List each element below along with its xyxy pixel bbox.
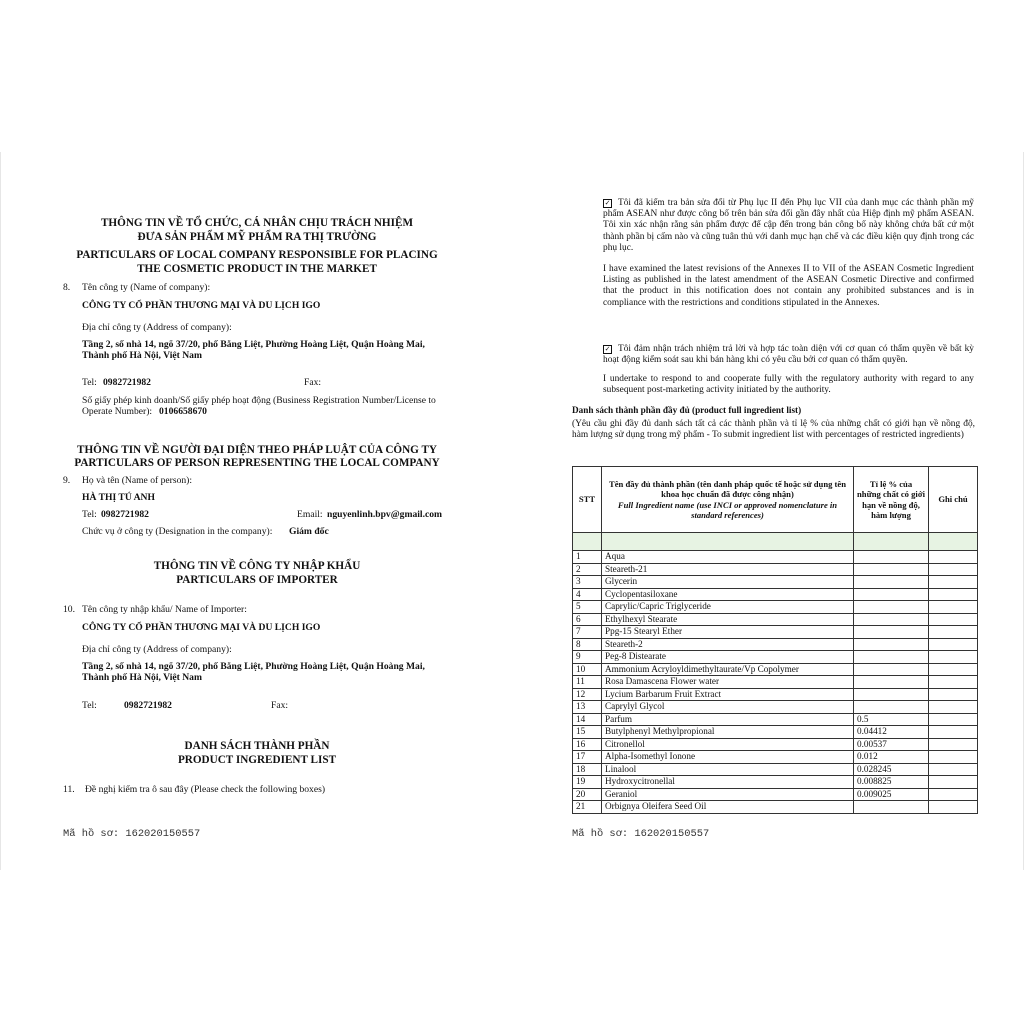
ingredient-percentage: 0.008825 [854,776,929,789]
row-number: 9 [573,651,602,664]
row-number: 14 [573,713,602,726]
ingredient-name: Citronellol [602,738,854,751]
ingredient-percentage [854,563,929,576]
ingredient-note [929,763,978,776]
email-value: nguyenlinh.bpv@gmail.com [327,509,443,520]
row-number: 13 [573,701,602,714]
ingredient-note [929,576,978,589]
ingredient-name: Rosa Damascena Flower water [602,676,854,689]
rep-title-vn: THÔNG TIN VỀ NGƯỜI ĐẠI DIỆN THEO PHÁP LUẬT CỦA CÔNG TY [76,444,438,456]
table-row [573,638,978,651]
section-10-number: 10. [63,604,75,615]
ingredient-note [929,738,978,751]
ingredient-percentage [854,613,929,626]
ingredient-list-note: (Yêu cầu ghi đầy đủ danh sách tất cả các thành phần và tỉ lệ % của những chất có giới hạn về nồng độ, hàm lượng sử dụng trong mỹ phẩm - To submit ingredient list with percentages of restricted ingredients) [572,419,975,441]
rep-tel-label: Tel: [82,509,97,520]
ingredient-note [929,551,978,564]
rep-title-en: PARTICULARS OF PERSON REPRESENTING THE LOCAL COMPANY [74,457,440,469]
ingredient-percentage: 0.00537 [854,738,929,751]
ingredient-note [929,751,978,764]
table-row [573,676,978,689]
importer-fax-label: Fax: [271,700,289,711]
row-number: 15 [573,726,602,739]
ingredient-percentage [854,651,929,664]
ingredient-table [572,466,978,814]
ingredient-percentage [854,638,929,651]
company-name: CÔNG TY CỔ PHẦN THƯƠNG MẠI VÀ DU LỊCH IGO [82,300,321,311]
table-row [573,788,978,801]
ingredient-percentage: 0.04412 [854,726,929,739]
row-number: 6 [573,613,602,626]
table-row [573,776,978,789]
ingredient-note [929,638,978,651]
tel-label: Tel: [82,377,97,388]
table-row [573,701,978,714]
ingredient-percentage [854,551,929,564]
ingredient-note [929,776,978,789]
record-number: Mã hồ sơ: 162020150557 [572,828,710,840]
col-percentage: Tỉ lệ % của những chất có giới hạn về nồng độ, hàm lượng [854,467,929,533]
table-blank-row [573,533,978,551]
row-number: 3 [573,576,602,589]
table-row [573,576,978,589]
ingredient-note [929,601,978,614]
importer-tel-label: Tel: [82,700,97,711]
importer-address-line-2: Thành phố Hà Nội, Việt Nam [82,672,202,683]
ingredient-percentage [854,601,929,614]
left-page [0,152,513,870]
ingredient-name: Orbignya Oleifera Seed Oil [602,801,854,814]
section-8-number: 8. [63,282,71,293]
ingredient-percentage [854,676,929,689]
license-number: 0106658670 [159,406,207,417]
ingredient-name: Butylphenyl Methylpropional [602,726,854,739]
person-name: HÀ THỊ TÚ ANH [82,492,155,503]
ingredient-name: Parfum [602,713,854,726]
fax-label: Fax: [304,377,322,388]
table-row [573,801,978,814]
person-name-label: Họ và tên (Name of person): [82,475,193,486]
ingredient-name: Caprylic/Capric Triglyceride [602,601,854,614]
tel-value: 0982721982 [103,377,151,388]
right-page [512,152,1024,870]
table-row [573,563,978,576]
designation-label: Chức vụ ở công ty (Designation in the company): [82,526,273,537]
row-number: 10 [573,663,602,676]
col-ingredient-name: Tên đầy đủ thành phần (tên danh pháp quốc tế hoặc sử dụng tên khoa học chuẩn đã được công nhận) Full Ingredient name (use INCI or approved nomenclature in standard references) [602,467,854,533]
ingredient-note [929,651,978,664]
row-number: 2 [573,563,602,576]
section-9-number: 9. [63,475,71,486]
ingredient-note [929,676,978,689]
ingredient-note [929,613,978,626]
ingredient-name: Hydroxycitronellal [602,776,854,789]
ingredient-percentage [854,663,929,676]
ingredient-name: Ammonium Acryloyldimethyltaurate/Vp Copolymer [602,663,854,676]
org-title-en-2: THE COSMETIC PRODUCT IN THE MARKET [137,263,377,275]
importer-title-vn: THÔNG TIN VỀ CÔNG TY NHẬP KHẨU [153,560,361,572]
importer-title-en: PARTICULARS OF IMPORTER [176,574,338,586]
checked-box-icon[interactable]: ✓ [604,199,611,207]
ingredient-note [929,726,978,739]
table-row [573,626,978,639]
ingredient-note [929,701,978,714]
row-number: 8 [573,638,602,651]
table-row [573,551,978,564]
declaration-2-en: I undertake to respond to and cooperate fully with the regulatory authority with regard to any subsequent post-marketing activity initiated by the authority. [603,374,974,396]
table-row [573,763,978,776]
designation-value: Giám đốc [289,526,329,537]
importer-tel-value: 0982721982 [124,700,172,711]
row-number: 1 [573,551,602,564]
ingredient-percentage [854,688,929,701]
table-row [573,663,978,676]
table-row [573,613,978,626]
ingredient-percentage [854,626,929,639]
col-note: Ghi chú [929,467,978,533]
address-line-1: Tầng 2, số nhà 14, ngõ 37/20, phố Bằng Liệt, Phường Hoàng Liệt, Quận Hoàng Mai, [82,339,425,350]
row-number: 16 [573,738,602,751]
ingredient-percentage [854,801,929,814]
section-11-number: 11. [63,784,75,795]
importer-address-label: Địa chỉ công ty (Address of company): [82,644,232,655]
check-boxes-instruction: Đề nghị kiểm tra ô sau đây (Please check the following boxes) [85,784,326,795]
org-title-vn-2: ĐƯA SẢN PHẨM MỸ PHẨM RA THỊ TRƯỜNG [137,231,377,243]
ingredient-title-en: PRODUCT INGREDIENT LIST [177,754,337,766]
declaration-1-vn: ✓ Tôi đã kiểm tra bản sửa đổi từ Phụ lục II đến Phụ lục VII của danh mục các thành phần mỹ phẩm ASEAN như được công bố trên bản sửa đổi gần đây nhất của Hiệp định mỹ phẩm ASEAN. Tôi xin xác nhận rằng sản phẩm được để cập đến trong bản công bố này không chứa bất cứ một thành phần bị cấm nào và cũng tuân thủ với danh mục hạn chế và các điều kiện quy định trong các phụ lục. [603,198,974,253]
ingredient-percentage [854,576,929,589]
importer-address-line-1: Tầng 2, số nhà 14, ngõ 37/20, phố Bằng Liệt, Phường Hoàng Liệt, Quận Hoàng Mai, [82,661,425,672]
col-stt: STT [573,467,602,533]
ingredient-name: Ethylhexyl Stearate [602,613,854,626]
row-number: 5 [573,601,602,614]
row-number: 18 [573,763,602,776]
org-title-en-1: PARTICULARS OF LOCAL COMPANY RESPONSIBLE FOR PLACING [76,249,438,261]
row-number: 19 [573,776,602,789]
ingredient-note [929,801,978,814]
row-number: 7 [573,626,602,639]
ingredient-title-vn: DANH SÁCH THÀNH PHẦN [184,740,330,752]
table-row [573,651,978,664]
ingredient-name: Peg-8 Distearate [602,651,854,664]
address-line-2: Thành phố Hà Nội, Việt Nam [82,350,202,361]
table-row [573,726,978,739]
ingredient-name: Steareth-21 [602,563,854,576]
ingredient-name: Cyclopentasiloxane [602,588,854,601]
ingredient-name: Geraniol [602,788,854,801]
rep-tel-value: 0982721982 [101,509,149,520]
license-line-1: Số giấy phép kinh doanh/Số giấy phép hoạt động (Business Registration Number/License to [82,395,436,406]
ingredient-percentage [854,588,929,601]
address-label: Địa chỉ công ty (Address of company): [82,322,232,333]
org-title-vn-1: THÔNG TIN VỀ TỔ CHỨC, CÁ NHÂN CHỊU TRÁCH NHIỆM [100,217,414,229]
ingredient-list-title: Danh sách thành phần đầy đủ (product full ingredient list) [572,405,802,415]
row-number: 12 [573,688,602,701]
ingredient-name: Caprylyl Glycol [602,701,854,714]
ingredient-percentage: 0.5 [854,713,929,726]
table-row [573,751,978,764]
row-number: 17 [573,751,602,764]
ingredient-note [929,688,978,701]
ingredient-percentage [854,701,929,714]
table-row [573,688,978,701]
table-row [573,601,978,614]
table-row [573,738,978,751]
ingredient-note [929,788,978,801]
company-name-label: Tên công ty (Name of company): [82,282,211,293]
ingredient-name: Steareth-2 [602,638,854,651]
row-number: 20 [573,788,602,801]
ingredient-name: Linalool [602,763,854,776]
ingredient-note [929,626,978,639]
license-line-2: Operate Number): [82,406,153,417]
ingredient-note [929,663,978,676]
ingredient-name: Aqua [602,551,854,564]
table-row [573,713,978,726]
declaration-1-en: I have examined the latest revisions of the Annexes II to VII of the ASEAN Cosmetic Ingredient Listing as published in the latest amendment of the ASEAN Cosmetic Directive and confirmed that the product in this notification does not contain any prohibited substances and is in compliance with the restrictions and conditions stipulated in the Annexes. [603,264,974,308]
table-row [573,588,978,601]
ingredient-name: Glycerin [602,576,854,589]
ingredient-percentage: 0.028245 [854,763,929,776]
record-number: Mã hồ sơ: 162020150557 [63,828,201,840]
email-label: Email: [297,509,323,520]
importer-company: CÔNG TY CỔ PHẦN THƯƠNG MẠI VÀ DU LỊCH IGO [82,622,321,633]
ingredient-percentage: 0.009025 [854,788,929,801]
ingredient-note [929,563,978,576]
row-number: 4 [573,588,602,601]
ingredient-note [929,713,978,726]
importer-name-label: Tên công ty nhập khẩu/ Name of Importer: [82,604,247,615]
ingredient-name: Alpha-Isomethyl Ionone [602,751,854,764]
row-number: 21 [573,801,602,814]
ingredient-note [929,588,978,601]
ingredient-percentage: 0.012 [854,751,929,764]
declaration-2-vn: ✓ Tôi đảm nhận trách nhiệm trả lời và hợp tác toàn diện với cơ quan có thẩm quyền về bất kỳ hoạt động kiểm soát sau khi bán hàng khi có yêu cầu bởi cơ quan có thẩm quyền. [603,344,974,366]
checked-box-icon[interactable]: ✓ [604,345,611,353]
row-number: 11 [573,676,602,689]
ingredient-name: Ppg-15 Stearyl Ether [602,626,854,639]
ingredient-name: Lycium Barbarum Fruit Extract [602,688,854,701]
